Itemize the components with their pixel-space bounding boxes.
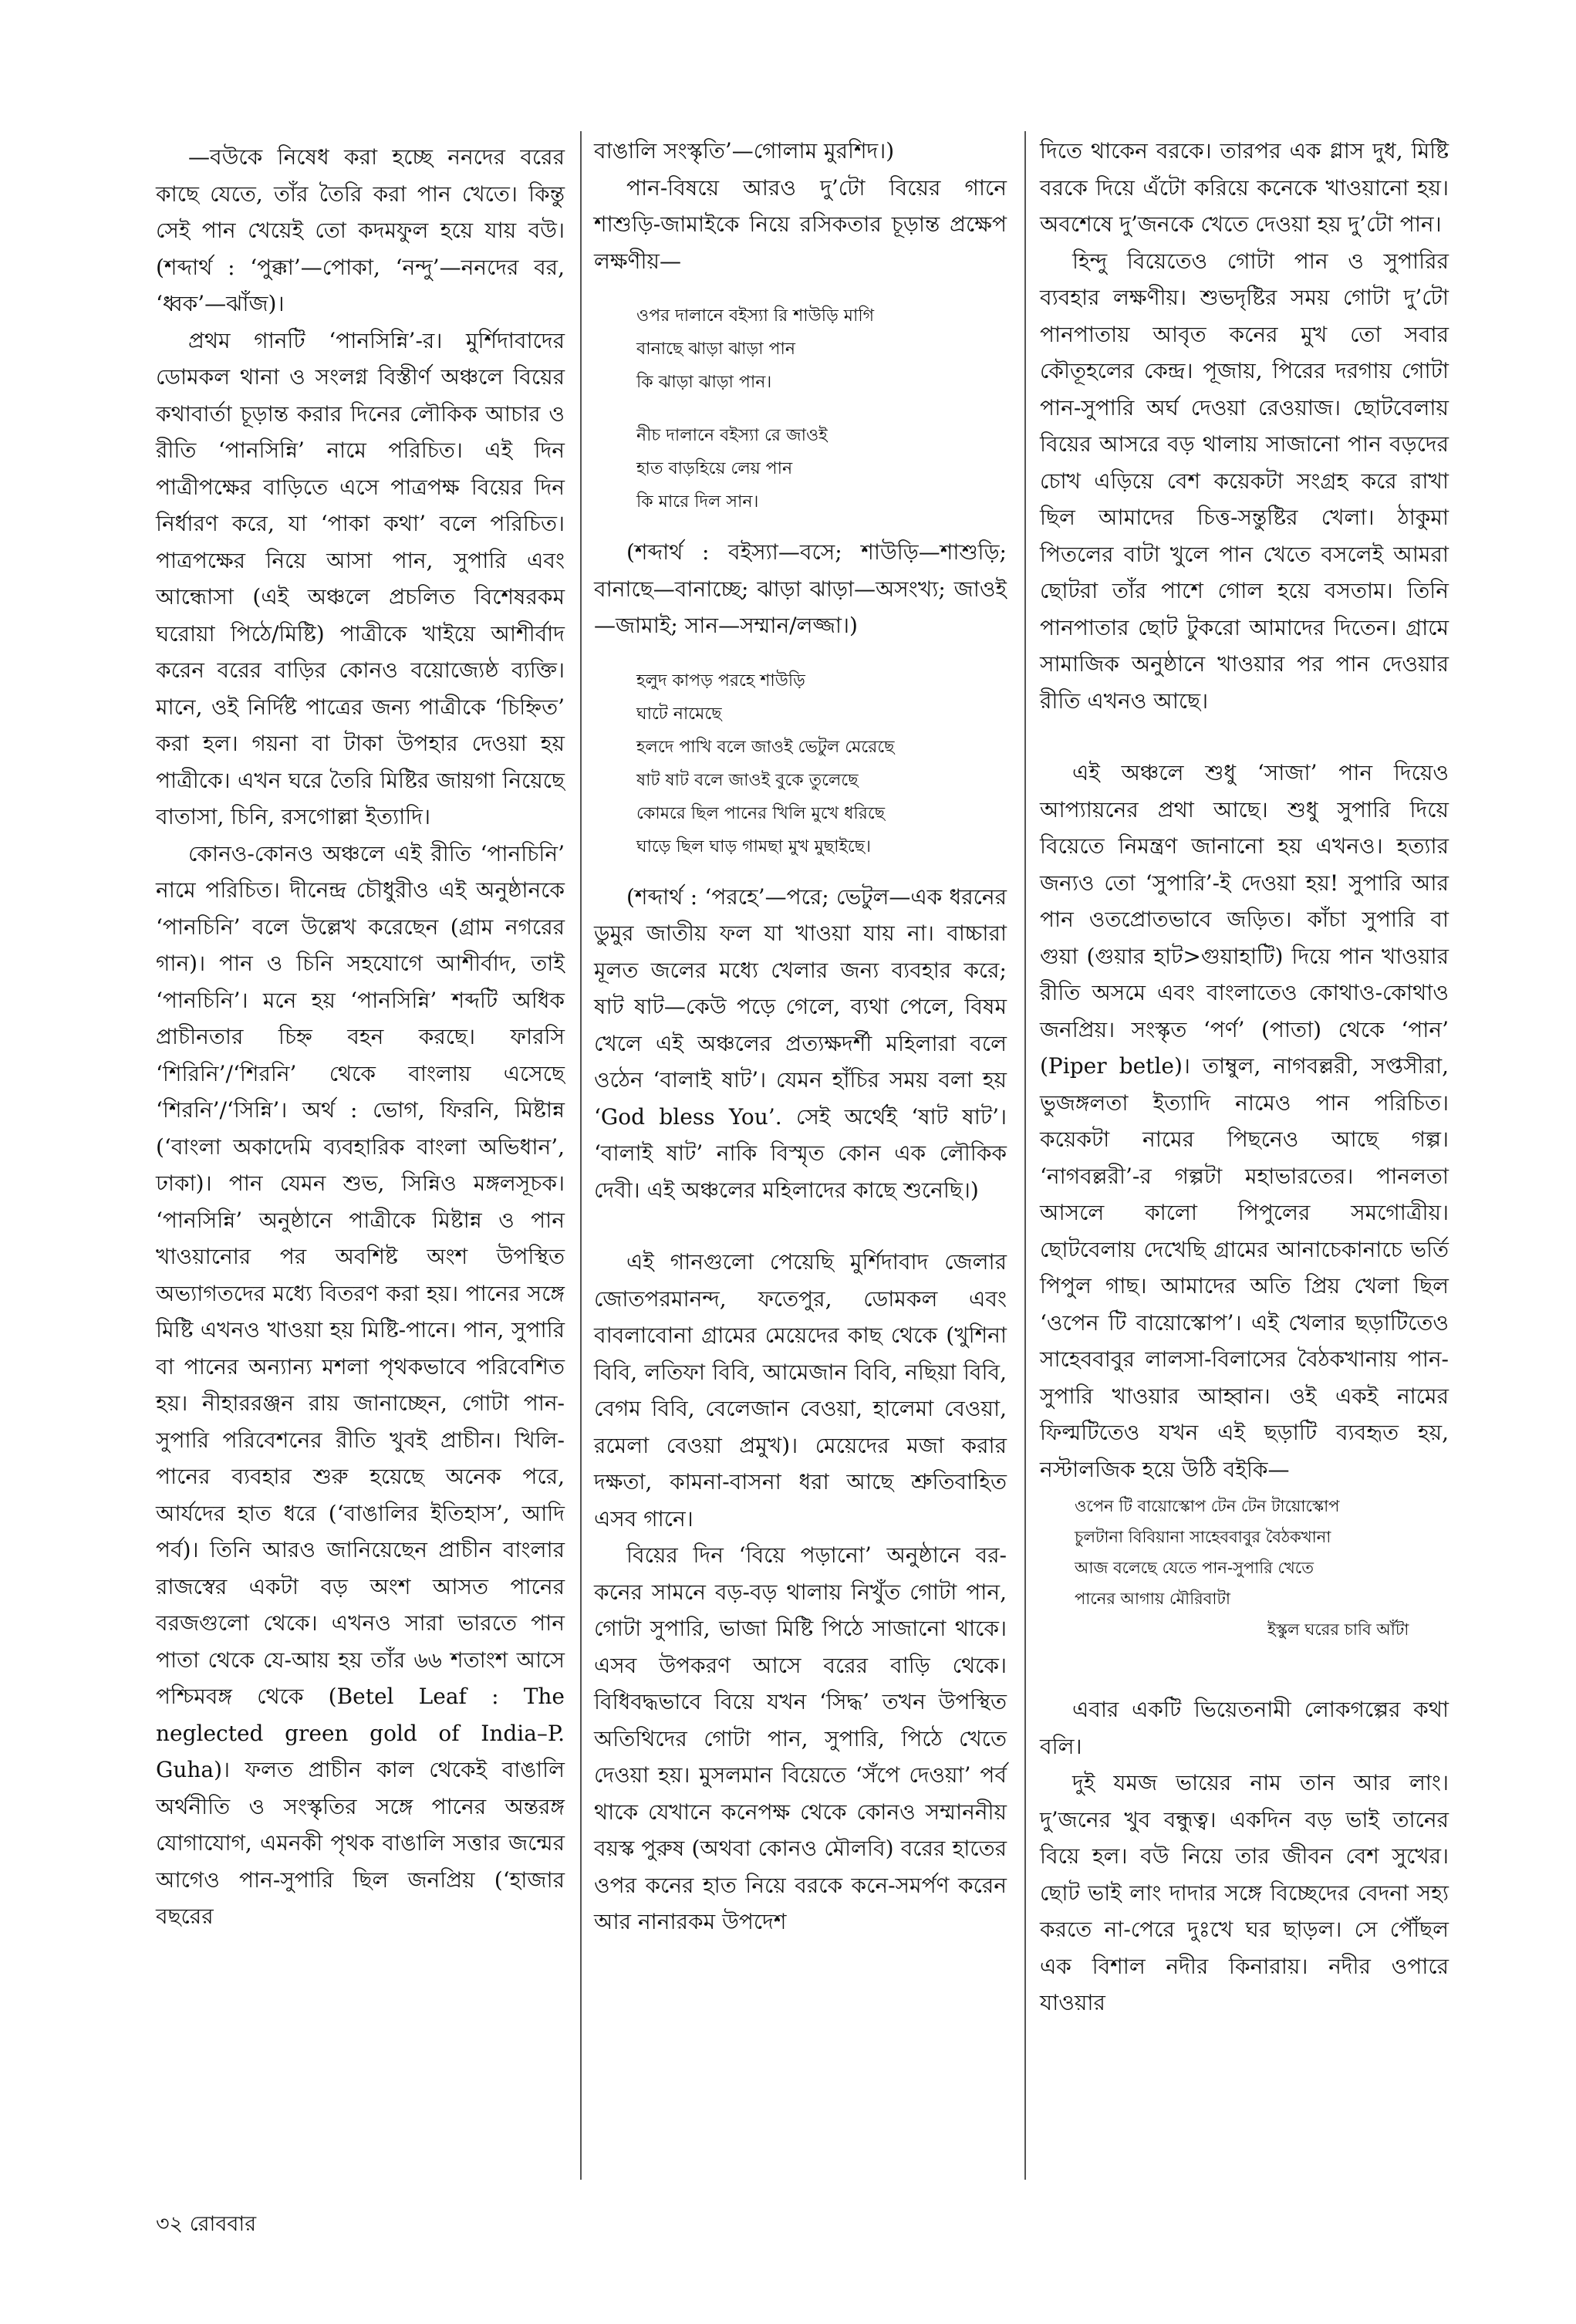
column-3: [1040, 133, 1449, 2022]
song-verse: [636, 299, 1007, 399]
paragraph: বাঙালি সংস্কৃতি’—গোলাম মুরশিদ।): [594, 138, 895, 164]
verse-line: নীচ দালানে বইস্যা রে জাওই: [636, 426, 828, 445]
glossary-note: (শব্দার্থ : বইস্যা—বসে; শাউড়ি—শাশুড়ি; বানাছে—বানাচ্ছে; ঝাড়া ঝাড়া—অসংখ্য; জাওই—জামাই; সান—সম্মান/লজ্জা।): [594, 539, 1007, 638]
paragraph: এই গানগুলো পেয়েছি মুর্শিদাবাদ জেলার জোতপরমানন্দ, ফতেপুর, ডোমকল এবং বাবলাবোনা গ্রামের মেয়েদের কাছ থেকে (খুশিনা বিবি, লতিফা বিবি, আমেজান বিবি, নছিয়া বিবি, বেগম বিবি, বেলেজান বেওয়া, হালেমা বেওয়া, রমেলা বেওয়া প্রমুখ)। মেয়েদের মজা করার দক্ষতা, কামনা-বাসনা ধরা আছে শ্রুতিবাহিত এসব গানে।: [594, 1249, 1007, 1532]
column-2: [594, 133, 1007, 1941]
column-divider: [580, 131, 582, 2180]
verse-line: হলুদ কাপড় পরহে শাউড়ি: [636, 671, 805, 691]
verse-line: পানের আগায় মৌরিবাটা: [1075, 1589, 1230, 1608]
paragraph: প্রথম গানটি ‘পানসিন্নি’-র। মুর্শিদাবাদের ডোমকল থানা ও সংলগ্ন বিস্তীর্ণ অঞ্চলে বিয়ের কথাবার্তা চূড়ান্ত করার দিনের লৌকিক আচার ও রীতি ‘পানসিন্নি’ নামে পরিচিত। এই দিন পাত্রীপক্ষের বাড়িতে এসে পাত্রপক্ষ বিয়ের দিন নির্ধারণ করে, যা ‘পাকা কথা’ বলে পরিচিত। পাত্রপক্ষের নিয়ে আসা পান, সুপারি এবং আন্ধোসা (এই অঞ্চলে প্রচলিত বিশেষরকম ঘরোয়া পিঠে/মিষ্টি) পাত্রীকে খাইয়ে আশীর্বাদ করেন বরের বাড়ির কোনও বয়োজ্যেষ্ঠ ব্যক্তি। মানে, ওই নির্দিষ্ট পাত্রের জন্য পাত্রীকে ‘চিহ্নিত’ করা হল। গয়না বা টাকা উপহার দেওয়া হয় পাত্রীকে। এখন ঘরে তৈরি মিষ্টির জায়গা নিয়েছে বাতাসা, চিনি, রসগোল্লা ইত্যাদি।: [156, 327, 565, 829]
paragraph: বিয়ের দিন ‘বিয়ে পড়ানো’ অনুষ্ঠানে বর-কনের সামনে বড়-বড় থালায় নিখুঁত গোটা পান, গোটা সুপারি, ভাজা মিষ্টি পিঠে সাজানো থাকে। এসব উপকরণ আসে বরের বাড়ি থেকে। বিধিবদ্ধভাবে বিয়ে যখন ‘সিদ্ধ’ তখন উপস্থিত অতিথিদের গোটা পান, সুপারি, পিঠে খেতে দেওয়া হয়। মুসলমান বিয়েতে ‘সঁপে দেওয়া’ পর্ব থাকে যেখানে কনেপক্ষ থেকে কোনও সম্মাননীয় বয়স্ক পুরুষ (অথবা কোনও মৌলবি) বরের হাতের ওপর কনের হাত নিয়ে বরকে কনে-সমর্পণ করেন আর নানারকম উপদেশ: [594, 1542, 1007, 1934]
column-1: [156, 139, 565, 1935]
verse-line: আজ বলেছে যেতে পান-সুপারি খেতে: [1075, 1559, 1314, 1577]
song-verse: [636, 664, 1007, 863]
verse-line: চুলটানা বিবিয়ানা সাহেববাবুর বৈঠকখানা: [1075, 1528, 1331, 1546]
paragraph: পান-বিষয়ে আরও দু’টো বিয়ের গানে শাশুড়ি-জামাইকে নিয়ে রসিকতার চূড়ান্ত প্রক্ষেপ লক্ষণীয়—: [594, 174, 1007, 274]
song-verse: [636, 419, 1007, 519]
verse-line: হলদে পাখি বলে জাওই ভেটুল মেরেছে: [636, 737, 895, 757]
verse-line: কি মারে দিল সান।: [636, 492, 759, 512]
paragraph: দুই যমজ ভায়ের নাম তান আর লাং। দু’জনের খুব বন্ধুত্ব। একদিন বড় ভাই তানের বিয়ে হল। বউ নিয়ে তার জীবন বেশ সুখের। ছোট ভাই লাং দাদার সঙ্গে বিচ্ছেদের বেদনা সহ্য করতে না-পেরে দুঃখে ঘর ছাড়ল। সে পৌঁছল এক বিশাল নদীর কিনারায়। নদীর ওপারে যাওয়ার: [1040, 1770, 1449, 2015]
paragraph: —বউকে নিষেধ করা হচ্ছে ননদের বরের কাছে যেতে, তাঁর তৈরি করা পান খেতে। কিন্তু সেই পান খেয়েই তো কদমফুল হয়ে যায় বউ। (শব্দার্থ : ‘পুক্কা’—পোকা, ‘নন্দু’—ননদের বর, ‘ধ্বক’—ঝাঁজ)।: [156, 144, 565, 316]
paragraph: এবার একটি ভিয়েতনামী লোকগল্পের কথা বলি।: [1040, 1697, 1449, 1759]
verse-line: ইস্কুল ঘরের চাবি আঁটা: [1267, 1620, 1409, 1639]
verse-line: কি ঝাড়া ঝাড়া পান।: [636, 373, 772, 392]
verse-line: হাত বাড়হিয়ে লেয় পান: [636, 459, 793, 478]
verse-line: ওপেন টি বায়োস্কোপ টেন টেন টায়োস্কোপ: [1075, 1497, 1340, 1515]
rhyme-verse: [1075, 1491, 1449, 1645]
verse-line: ঘাটে নামেছে: [636, 704, 722, 724]
verse-line: ঘাড়ে ছিল ঘাড় গামছা মুখ মুছাইছে।: [636, 836, 871, 856]
verse-line: বানাছে ঝাড়া ঝাড়া পান: [636, 339, 795, 359]
column-divider: [1024, 131, 1026, 2180]
verse-line: ওপর দালানে বইস্যা রি শাউড়ি মাগি: [636, 306, 875, 326]
verse-line: ষাট ষাট বলে জাওই বুকে তুলেছে: [636, 770, 859, 790]
paragraph: দিতে থাকেন বরকে। তারপর এক গ্লাস দুধ, মিষ্টি বরকে দিয়ে এঁটো করিয়ে কনেকে খাওয়ানো হয়। অবশেষে দু’জনকে খেতে দেওয়া হয় দু’টো পান।: [1040, 138, 1449, 237]
verse-line: কোমরে ছিল পানের খিলি মুখে ধরিছে: [636, 803, 886, 823]
paragraph: এই অঞ্চলে শুধু ‘সাজা’ পান দিয়েও আপ্যায়নের প্রথা আছে। শুধু সুপারি দিয়ে বিয়েতে নিমন্ত্রণ জানানো হয় এখনও। হত্যার জন্যও তো ‘সুপারি’-ই দেওয়া হয়! সুপারি আর পান ওতপ্রোতভাবে জড়িত। কাঁচা সুপারি বা গুয়া (গুয়ার হাট>গুয়াহাটি) দিয়ে পান খাওয়ার রীতি অসমে এবং বাংলাতেও কোথাও-কোথাও জনপ্রিয়। সংস্কৃত ‘পর্ণ’ (পাতা) থেকে ‘পান’ (Piper betle)। তাম্বুল, নাগবল্লরী, সপ্তসীরা, ভুজঙ্গলতা ইত্যাদি নামেও পান পরিচিত। কয়েকটা নামের পিছনেও আছে গল্প। ‘নাগবল্লরী’-র গল্পটা মহাভারতের। পানলতা আসলে কালো পিপুলের সমগোত্রীয়। ছোটবেলায় দেখেছি গ্রামের আনাচেকানাচে ভর্তি পিপুল গাছ। আমাদের অতি প্রিয় খেলা ছিল ‘ওপেন টি বায়োস্কোপ’। এই খেলার ছড়াটিতেও সাহেববাবুর লালসা-বিলাসের বৈঠকখানায় পান-সুপারি খাওয়ার আহ্বান। ওই একই নামের ফিল্মটিতেও যখন এই ছড়াটি ব্যবহৃত হয়, নস্টালজিক হয়ে উঠি বইকি—: [1040, 760, 1449, 1482]
paragraph: কোনও-কোনও অঞ্চলে এই রীতি ‘পানচিনি’ নামে পরিচিত। দীনেন্দ্র চৌধুরীও এই অনুষ্ঠানকে ‘পানচিনি’ বলে উল্লেখ করেছেন (গ্রাম নগরের গান)। পান ও চিনি সহযোগে আশীর্বাদ, তাই ‘পানচিনি’। মনে হয় ‘পানসিন্নি’ শব্দটি অধিক প্রাচীনতার চিহ্ন বহন করছে। ফারসি ‘শিরিনি’/‘শিরনি’ থেকে বাংলায় এসেছে ‘শিরনি’/‘সিন্নি’। অর্থ : ভোগ, ফিরনি, মিষ্টান্ন (‘বাংলা অকাদেমি ব্যবহারিক বাংলা অভিধান’, ঢাকা)। পান যেমন শুভ, সিন্নিও মঙ্গলসূচক। ‘পানসিন্নি’ অনুষ্ঠানে পাত্রীকে মিষ্টান্ন ও পান খাওয়ানোর পর অবশিষ্ট অংশ উপস্থিত অভ্যাগতদের মধ্যে বিতরণ করা হয়। পানের সঙ্গে মিষ্টি এখনও খাওয়া হয় মিষ্টি-পানে। পান, সুপারি বা পানের অন্যান্য মশলা পৃথকভাবে পরিবেশিত হয়। নীহাররঞ্জন রায় জানাচ্ছেন, গোটা পান-সুপারি পরিবেশনের রীতি খুবই প্রাচীন। খিলি-পানের ব্যবহার শুরু হয়েছে অনেক পরে, আর্যদের হাত ধরে (‘বাঙালির ইতিহাস’, আদি পর্ব)। তিনি আরও জানিয়েছেন প্রাচীন বাংলার রাজস্বের একটা বড় অংশ আসত পানের বরজগুলো থেকে। এখনও সারা ভারতে পান পাতা থেকে যে-আয় হয় তাঁর ৬৬ শতাংশ আসে পশ্চিমবঙ্গ থেকে (Betel Leaf : The neglected green gold of India–P. Guha)। ফলত প্রাচীন কাল থেকেই বাঙালি অর্থনীতি ও সংস্কৃতির সঙ্গে পানের অন্তরঙ্গ যোগাযোগ, এমনকী পৃথক বাঙালি সত্তার জন্মের আগেও পান-সুপারি ছিল জনপ্রিয় (‘হাজার বছরের: [156, 840, 565, 1929]
glossary-note: (শব্দার্থ : ‘পরহে’—পরে; ভেটুল—এক ধরনের ডুমুর জাতীয় ফল যা খাওয়া যায় না। বাচ্চারা মূলত জলের মধ্যে খেলার জন্য ব্যবহার করে; ষাট ষাট—কেউ পড়ে গেলে, ব্যথা পেলে, বিষম খেলে এই অঞ্চলের প্রত্যক্ষদর্শী মহিলারা বলে ওঠেন ‘বালাই ষাট’। যেমন হাঁচির সময় বলা হয় ‘God bless You’. সেই অর্থেই ‘ষাট ষাট’। ‘বালাই ষাট’ নাকি বিস্মৃত কোন এক লৌকিক দেবী। এই অঞ্চলের মহিলাদের কাছে শুনেছি।): [594, 883, 1007, 1203]
paragraph: হিন্দু বিয়েতেও গোটা পান ও সুপারির ব্যবহার লক্ষণীয়। শুভদৃষ্টির সময় গোটা দু’টো পানপাতায় আবৃত কনের মুখ তো সবার কৌতূহলের কেন্দ্র। পূজায়, পিরের দরগায় গোটা পান-সুপারি অর্ঘ দেওয়া রেওয়াজ। ছোটবেলায় বিয়ের আসরে বড় থালায় সাজানো পান বড়দের চোখ এড়িয়ে বেশ কয়েকটা সংগ্রহ করে রাখা ছিল আমাদের চিত্ত-সন্তুষ্টির খেলা। ঠাকুমা পিতলের বাটা খুলে পান খেতে বসলেই আমরা ছোটরা তাঁর পাশে গোল হয়ে বসতাম। তিনি পানপাতার ছোট টুকরো আমাদের দিতেন। গ্রামে সামাজিক অনুষ্ঠানে খাওয়ার পর পান দেওয়ার রীতি এখনও আছে।: [1040, 248, 1449, 714]
page-footer: ৩২ রোববার: [156, 2212, 257, 2236]
